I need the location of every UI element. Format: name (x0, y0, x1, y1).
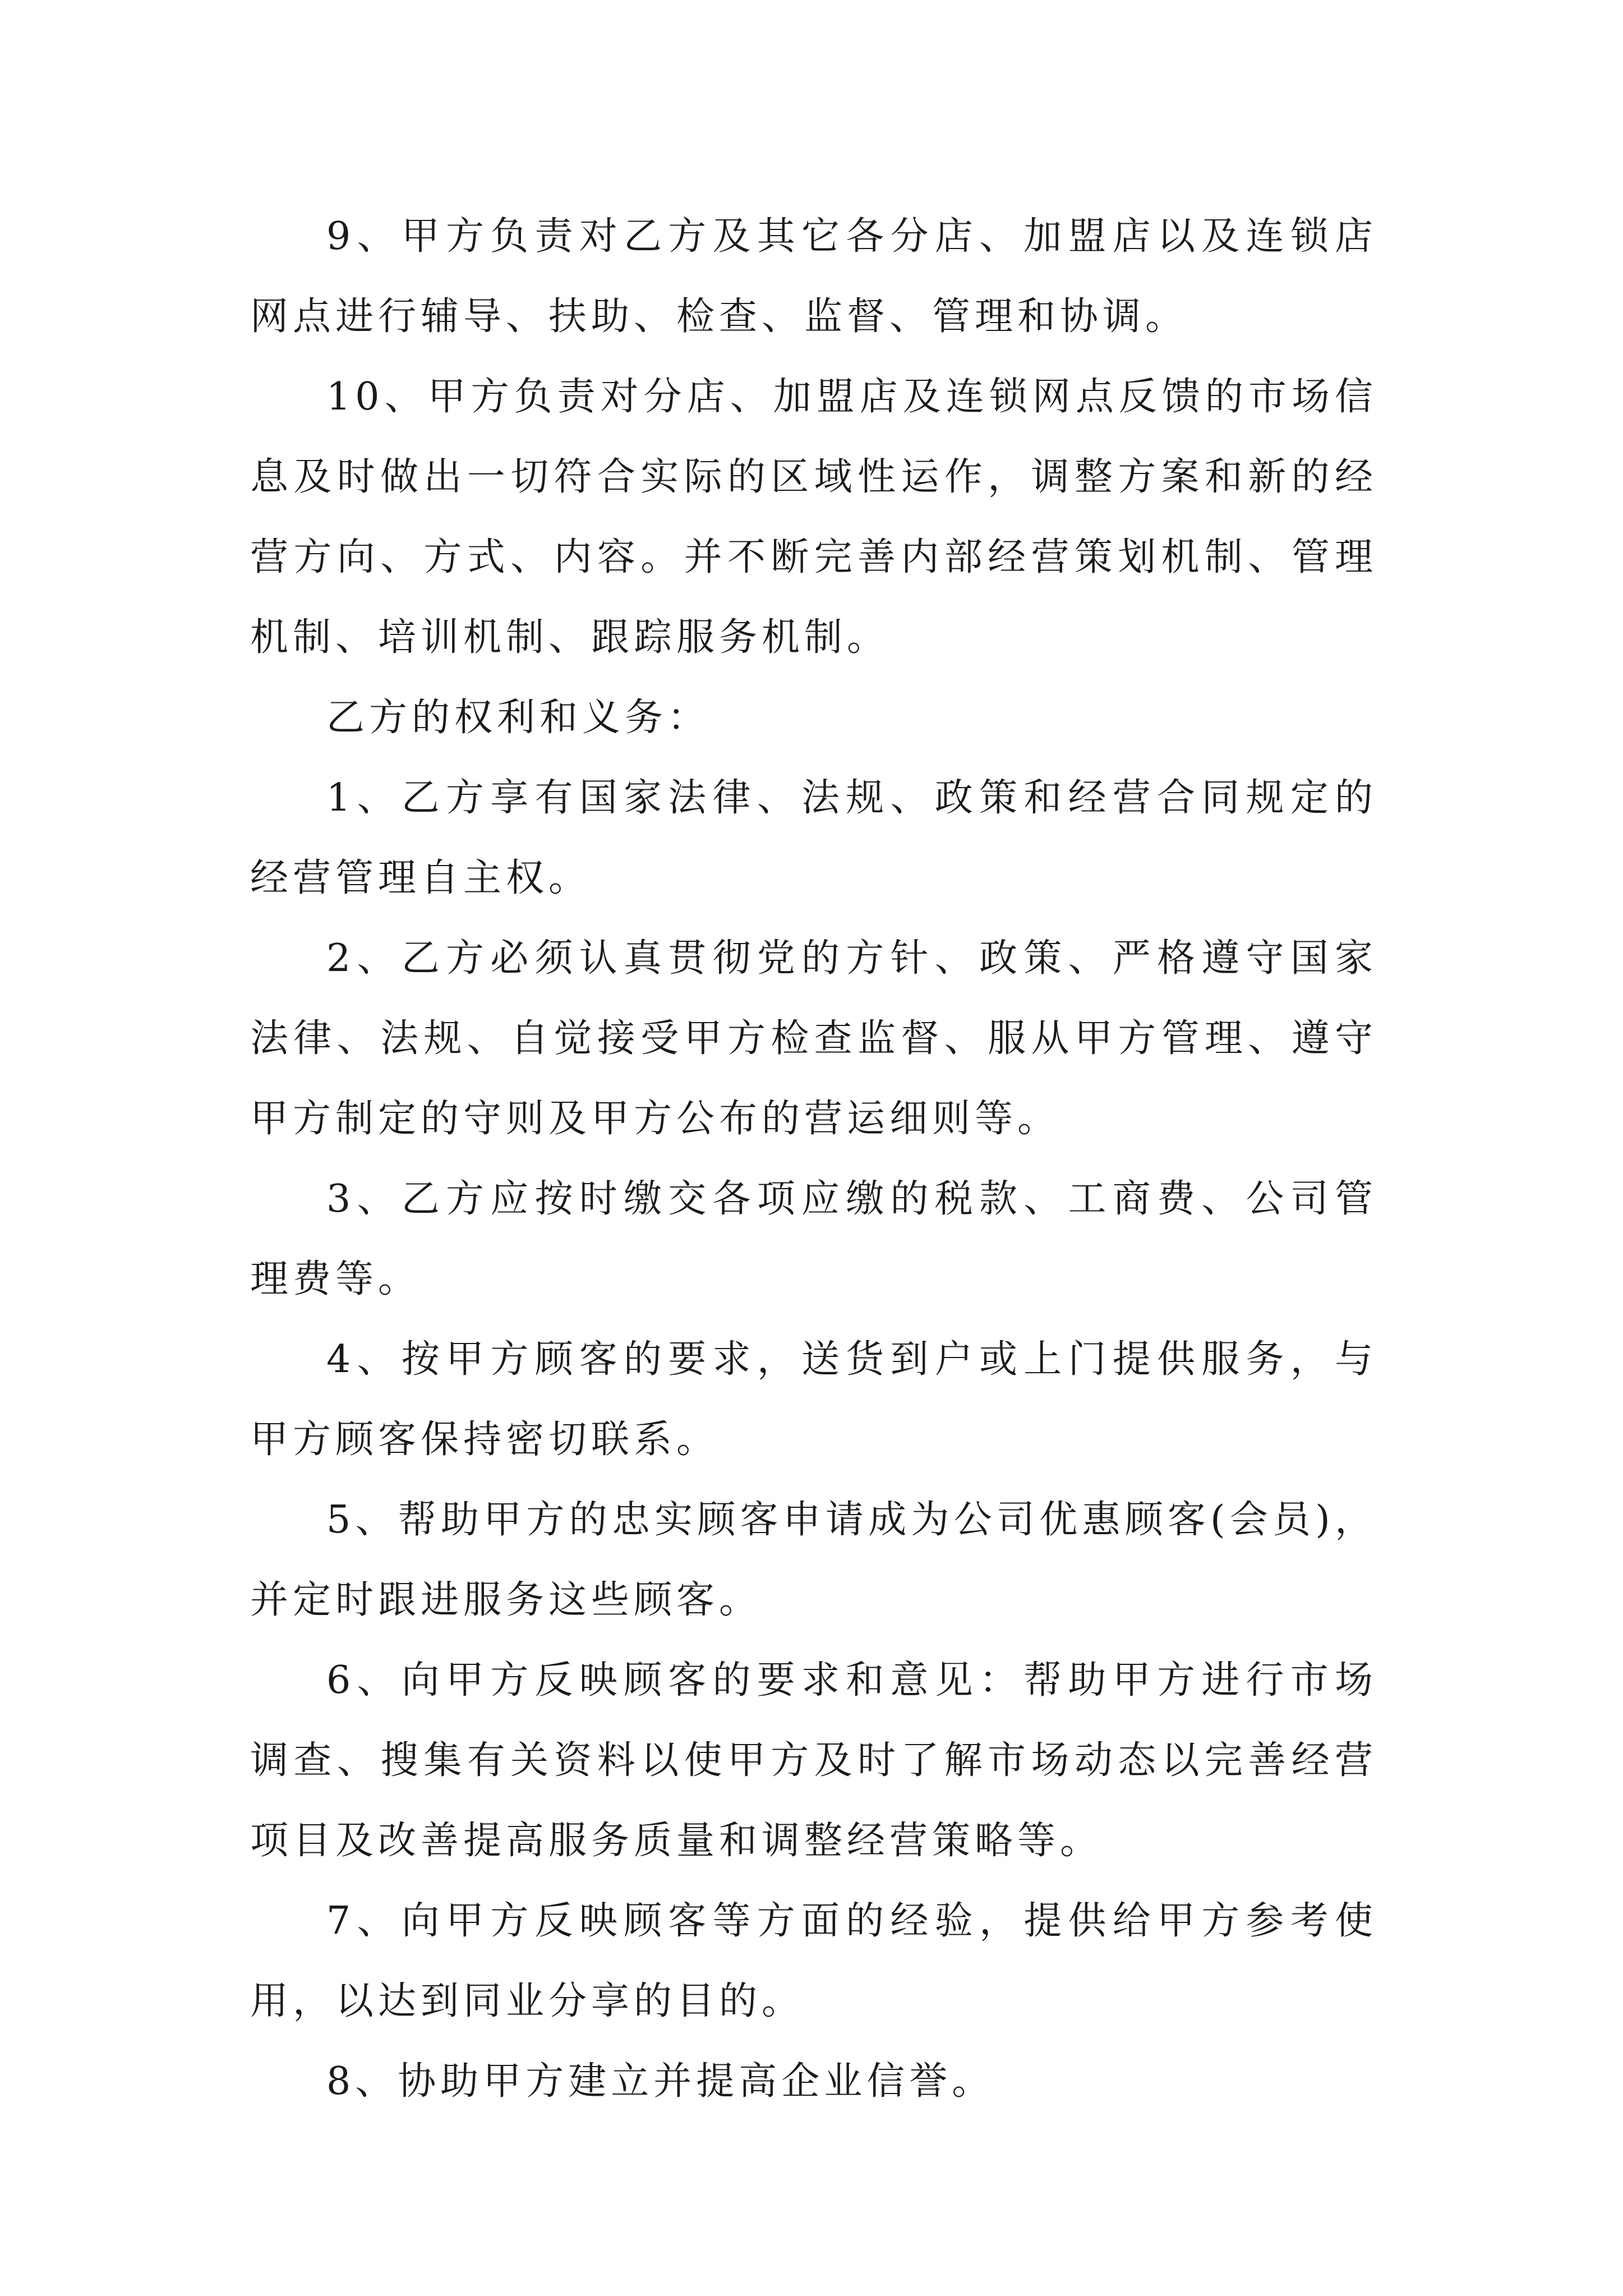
paragraph-item-10: 10、甲方负责对分店、加盟店及连锁网点反馈的市场信息及时做出一切符合实际的区域性运作，调整方案和新的经营方向、方式、内容。并不断完善内部经营策划机制、管理机制、培训机制、跟踪服务机制。 (250, 375, 1377, 660)
paragraph-item-b6: 6、向甲方反映顾客的要求和意见：帮助甲方进行市场调查、搜集有关资料以使甲方及时了解市场动态以完善经营项目及改善提高服务质量和调整经营策略等。 (250, 1658, 1377, 1863)
paragraph-item-b1: 1、乙方享有国家法律、法规、政策和经营合同规定的经营管理自主权。 (250, 776, 1377, 900)
document-body (250, 196, 1377, 2122)
paragraph-item-b2: 2、乙方必须认真贯彻党的方针、政策、严格遵守国家法律、法规、自觉接受甲方检查监督、服从甲方管理、遵守甲方制定的守则及甲方公布的营运细则等。 (250, 936, 1377, 1141)
paragraph-item-b4: 4、按甲方顾客的要求，送货到户或上门提供服务，与甲方顾客保持密切联系。 (250, 1337, 1377, 1462)
section-heading-party-b-rights: 乙方的权利和义务： (326, 696, 711, 740)
paragraph-item-b8: 8、协助甲方建立并提高企业信誉。 (326, 2059, 995, 2104)
paragraph-item-b5: 5、帮助甲方的忠实顾客申请成为公司优惠顾客(会员)，并定时跟进服务这些顾客。 (250, 1498, 1377, 1622)
paragraph-item-9: 9、甲方负责对乙方及其它各分店、加盟店以及连锁店网点进行辅导、扶助、检查、监督、管理和协调。 (250, 214, 1377, 339)
paragraph-item-b3: 3、乙方应按时缴交各项应缴的税款、工商费、公司管理费等。 (250, 1177, 1377, 1301)
paragraph-item-b7: 7、向甲方反映顾客等方面的经验，提供给甲方参考使用，以达到同业分享的目的。 (250, 1899, 1377, 2023)
